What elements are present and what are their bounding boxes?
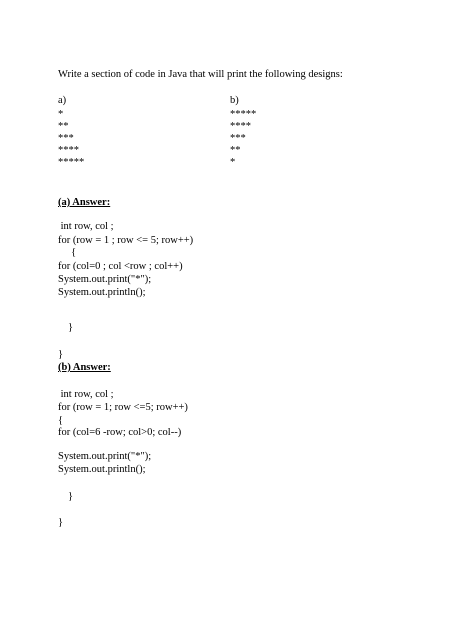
answer-a-code-line: int row, col ; <box>58 221 114 232</box>
answer-a-code-line: System.out.print("*"); <box>58 274 152 285</box>
answer-b-code-line: { <box>58 415 64 426</box>
answer-b-code-line: for (row = 1; row <=5; row++) <box>58 402 188 413</box>
answer-b-code-line: } <box>68 491 74 502</box>
answer-a-code-line: for (col=0 ; col <row ; col++) <box>58 261 183 272</box>
answer-a-heading: (a) Answer: <box>58 197 111 208</box>
answer-a-code-line: } <box>68 322 74 333</box>
answer-a-code-line: } <box>58 349 64 360</box>
design-b-row: *** <box>230 133 246 144</box>
answer-b-code-line: for (col=6 -row; col>0; col--) <box>58 427 182 438</box>
design-a-row: ** <box>58 121 69 132</box>
answer-a-code-line: System.out.println(); <box>58 287 146 298</box>
answer-b-heading: (b) Answer: <box>58 362 111 373</box>
design-b-label: b) <box>230 95 239 106</box>
answer-b-code-line: System.out.print("*"); <box>58 451 152 462</box>
answer-b-code-line: int row, col ; <box>58 389 114 400</box>
design-a-row: **** <box>58 145 79 156</box>
answer-a-code-line: for (row = 1 ; row <= 5; row++) <box>58 235 194 246</box>
design-b-row: ** <box>230 145 241 156</box>
question-text: Write a section of code in Java that will print the following designs: <box>58 69 343 80</box>
design-b-row: ***** <box>230 109 257 120</box>
answer-b-code-line: } <box>58 517 64 528</box>
design-a-row: ***** <box>58 157 85 168</box>
design-b-row: **** <box>230 121 251 132</box>
answer-a-code-line: { <box>58 247 77 258</box>
answer-b-code-line: System.out.println(); <box>58 464 146 475</box>
design-a-label: a) <box>58 95 67 106</box>
design-b-row: * <box>230 157 236 168</box>
design-a-row: *** <box>58 133 74 144</box>
design-a-row: * <box>58 109 64 120</box>
